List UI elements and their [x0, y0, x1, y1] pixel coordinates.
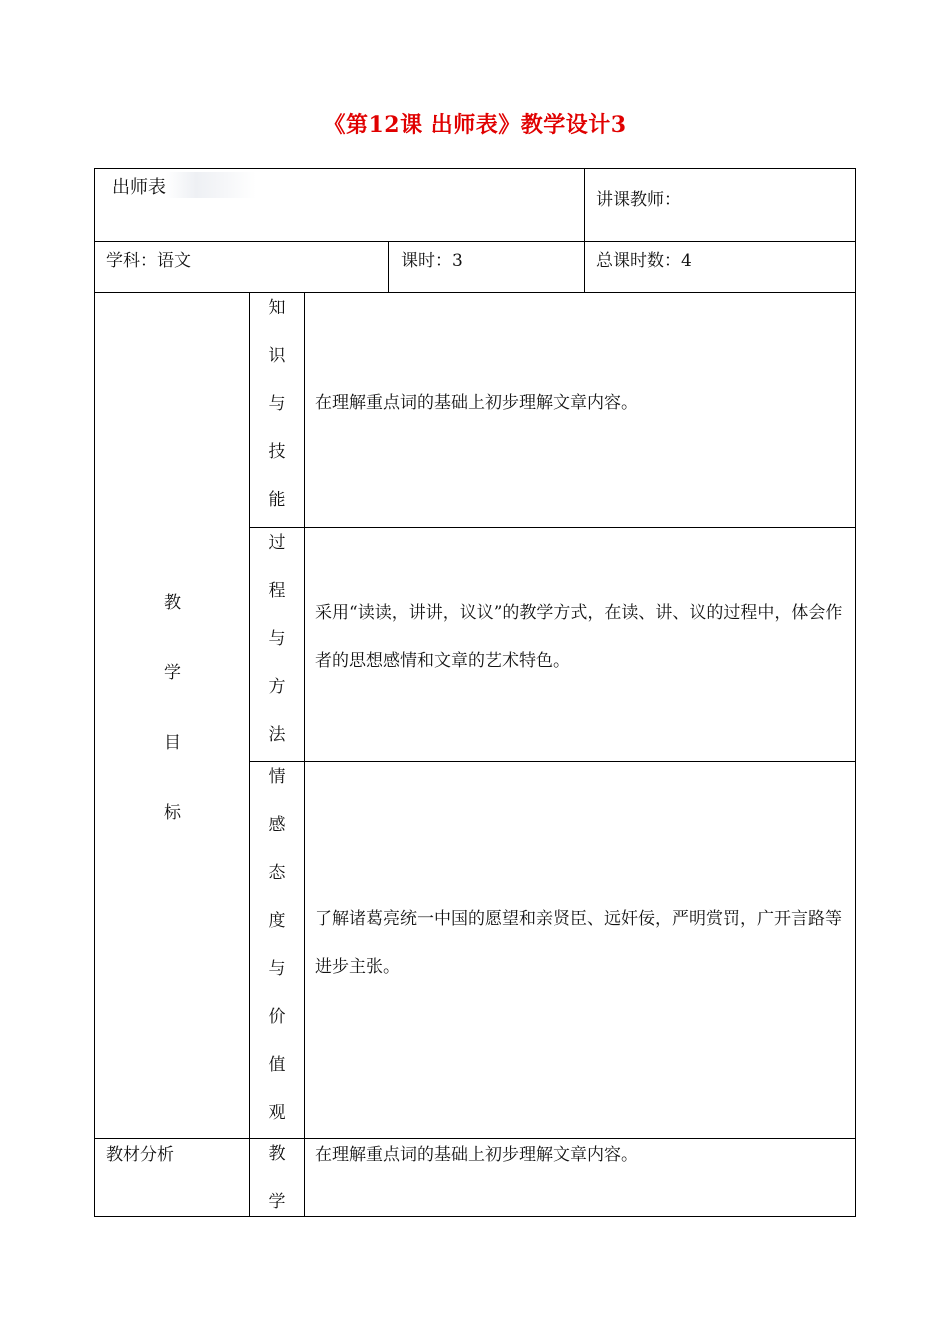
objective-text-process: 采用“读读，讲讲，议议”的教学方式，在读、讲、议的过程中，体会作者的思想感情和文章的艺术特色。 [315, 603, 843, 671]
category-char: 技 [268, 442, 286, 462]
subject-field: 学科：语文 [106, 251, 191, 271]
category-char: 学 [268, 1192, 286, 1212]
objective-label-char: 学 [164, 663, 181, 683]
lesson-title-image [106, 172, 256, 198]
category-char: 感 [268, 815, 286, 835]
category-process-method [250, 529, 304, 769]
category-char: 度 [268, 911, 286, 931]
category-char: 知 [268, 298, 286, 318]
category-char: 与 [268, 629, 286, 649]
material-analysis-text: 在理解重点词的基础上初步理解文章内容。 [315, 1145, 638, 1165]
material-analysis-label: 教材分析 [106, 1145, 174, 1165]
total-periods-field: 总课时数：4 [596, 251, 692, 271]
teaching-objectives-label [95, 591, 250, 871]
category-teaching [250, 1140, 304, 1236]
category-char: 识 [268, 346, 286, 366]
lesson-period-field: 课时：3 [401, 251, 463, 271]
category-char: 方 [268, 677, 286, 697]
lesson-title-image-text: 出师表 [112, 177, 166, 198]
teacher-label: 讲课教师： [596, 190, 681, 210]
category-char: 与 [268, 959, 286, 979]
category-knowledge-skills [250, 294, 304, 534]
category-emotion-values [250, 763, 304, 1147]
category-char: 法 [268, 725, 286, 745]
category-char: 过 [268, 533, 286, 553]
category-char: 情 [268, 767, 286, 787]
category-char: 态 [268, 863, 286, 883]
document-title: 《第12课 出师表》教学设计3 [323, 112, 627, 138]
objective-label-char: 目 [164, 733, 181, 753]
objective-label-char: 教 [164, 593, 181, 613]
category-char: 程 [268, 581, 286, 601]
objective-text-knowledge: 在理解重点词的基础上初步理解文章内容。 [315, 393, 638, 413]
category-char: 教 [268, 1144, 286, 1164]
category-char: 与 [268, 394, 286, 414]
objective-text-emotion: 了解诸葛亮统一中国的愿望和亲贤臣、远奸佞，严明赏罚，广开言路等进步主张。 [315, 909, 842, 977]
category-char: 能 [268, 490, 286, 510]
category-char: 值 [268, 1055, 286, 1075]
category-char: 价 [268, 1007, 286, 1027]
category-char: 观 [268, 1103, 286, 1123]
objective-label-char: 标 [164, 803, 181, 823]
